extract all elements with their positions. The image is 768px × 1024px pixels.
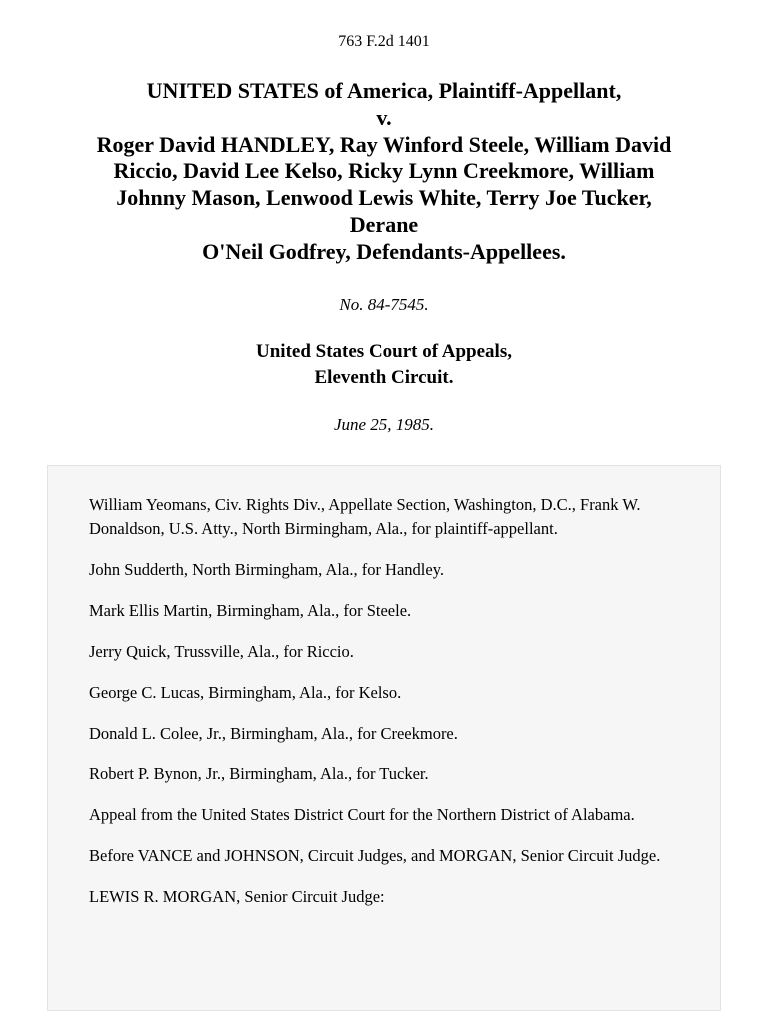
opinion-paragraph: William Yeomans, Civ. Rights Div., Appellate Section, Washington, D.C., Frank W. Donaldson, U.S. Atty., North Birmingham, Ala., for plaintiff-appellant. <box>89 494 641 538</box>
court-name-line-1: United States Court of Appeals, <box>256 340 512 362</box>
decision-date: June 25, 1985. <box>333 414 435 434</box>
opinion-paragraph: Donald L. Colee, Jr., Birmingham, Ala., for Creekmore. <box>89 723 458 743</box>
case-citation: 763 F.2d 1401 <box>338 33 430 50</box>
opinion-paragraph: Before VANCE and JOHNSON, Circuit Judges, and MORGAN, Senior Circuit Judge. <box>89 846 661 866</box>
caption-line-versus: v. <box>376 104 392 130</box>
case-caption <box>0 78 768 266</box>
caption-line-defendants-1: Roger David HANDLEY, Ray Winford Steele, William David <box>96 131 672 157</box>
caption-line-defendants-4: Derane <box>349 212 419 238</box>
opinion-paragraph: Appeal from the United States District Court for the Northern District of Alabama. <box>89 805 635 825</box>
opinion-paragraph: John Sudderth, North Birmingham, Ala., for Handley. <box>89 559 445 579</box>
docket-number: No. 84-7545. <box>339 294 429 314</box>
opinion-paragraph: George C. Lucas, Birmingham, Ala., for Kelso. <box>89 682 402 702</box>
court-name-line-2: Eleventh Circuit. <box>314 367 454 389</box>
court-name <box>0 339 768 392</box>
caption-line-defendants-3: Johnny Mason, Lenwood Lewis White, Terry Joe Tucker, <box>116 185 652 211</box>
caption-line-defendants-2: Riccio, David Lee Kelso, Ricky Lynn Creekmore, William <box>113 158 655 184</box>
caption-line-defendants-5: O'Neil Godfrey, Defendants-Appellees. <box>202 238 566 264</box>
caption-line-plaintiff: UNITED STATES of America, Plaintiff-Appellant, <box>146 78 622 103</box>
opinion-paragraph: Robert P. Bynon, Jr., Birmingham, Ala., for Tucker. <box>89 764 429 784</box>
opinion-paragraph: Mark Ellis Martin, Birmingham, Ala., for Steele. <box>89 600 412 620</box>
opinion-paragraph: LEWIS R. MORGAN, Senior Circuit Judge: <box>89 887 385 907</box>
opinion-paragraph: Jerry Quick, Trussville, Ala., for Riccio. <box>89 641 354 661</box>
opinion-box <box>47 465 721 1011</box>
